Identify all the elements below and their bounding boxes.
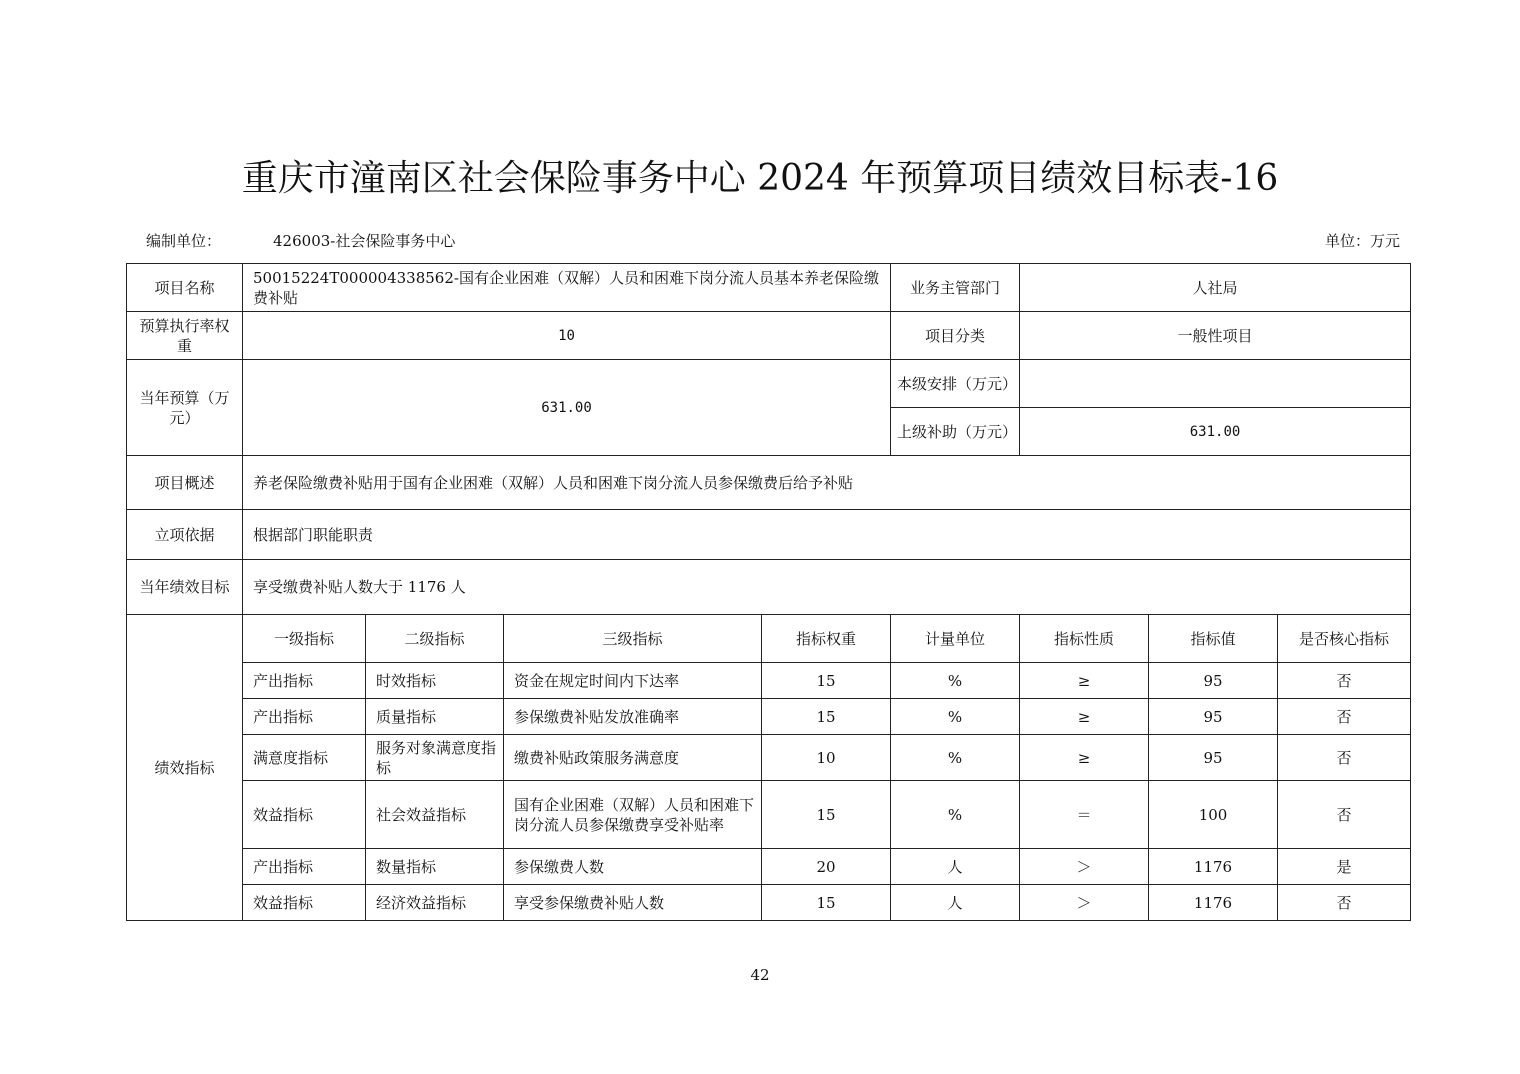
header-cell: 计量单位 bbox=[891, 615, 1020, 663]
header-cell: 指标权重 bbox=[762, 615, 891, 663]
table-cell: 95 bbox=[1149, 735, 1278, 781]
table-cell: 国有企业困难（双解）人员和困难下岗分流人员参保缴费享受补贴率 bbox=[504, 781, 762, 849]
table-cell: 1176 bbox=[1149, 885, 1278, 921]
table-row bbox=[127, 885, 1411, 921]
weight-label: 预算执行率权重 bbox=[127, 312, 243, 360]
table-cell: 享受参保缴费补贴人数 bbox=[504, 885, 762, 921]
header-cell: 指标值 bbox=[1149, 615, 1278, 663]
table-cell: 15 bbox=[762, 885, 891, 921]
table-cell: 社会效益指标 bbox=[366, 781, 504, 849]
header-cell: 三级指标 bbox=[504, 615, 762, 663]
table-cell: ＞ bbox=[1020, 885, 1149, 921]
table-cell: 满意度指标 bbox=[243, 735, 366, 781]
table-cell: 否 bbox=[1278, 699, 1411, 735]
org-label: 编制单位： bbox=[146, 232, 222, 250]
upper-value: 631.00 bbox=[1020, 408, 1411, 456]
table-cell: 否 bbox=[1278, 885, 1411, 921]
table-cell: 15 bbox=[762, 781, 891, 849]
table-row bbox=[127, 849, 1411, 885]
budget-label: 当年预算（万元） bbox=[127, 360, 243, 456]
table-row bbox=[127, 735, 1411, 781]
table-cell: 15 bbox=[762, 699, 891, 735]
dept-label: 业务主管部门 bbox=[891, 264, 1020, 312]
table-cell: 参保缴费人数 bbox=[504, 849, 762, 885]
table-row bbox=[127, 781, 1411, 849]
table-cell: 否 bbox=[1278, 735, 1411, 781]
table-row bbox=[127, 360, 1411, 408]
table-cell: ≥ bbox=[1020, 699, 1149, 735]
table-row bbox=[127, 312, 1411, 360]
table-cell: 1176 bbox=[1149, 849, 1278, 885]
header-cell: 二级指标 bbox=[366, 615, 504, 663]
table-cell: 否 bbox=[1278, 663, 1411, 699]
local-value bbox=[1020, 360, 1411, 408]
table-cell: 参保缴费补贴发放准确率 bbox=[504, 699, 762, 735]
page-number: 42 bbox=[750, 966, 770, 984]
table-cell: 时效指标 bbox=[366, 663, 504, 699]
header-cell: 是否核心指标 bbox=[1278, 615, 1411, 663]
table-cell: 质量指标 bbox=[366, 699, 504, 735]
local-label: 本级安排（万元） bbox=[891, 360, 1020, 408]
table-cell: ≥ bbox=[1020, 663, 1149, 699]
unit-label: 单位：万元 bbox=[1324, 232, 1400, 250]
goal-label: 当年绩效目标 bbox=[127, 560, 243, 615]
perf-label: 绩效指标 bbox=[127, 615, 243, 921]
table-cell: 经济效益指标 bbox=[366, 885, 504, 921]
table-cell: 20 bbox=[762, 849, 891, 885]
table-cell: 15 bbox=[762, 663, 891, 699]
table-cell: 是 bbox=[1278, 849, 1411, 885]
dept-value: 人社局 bbox=[1020, 264, 1411, 312]
table-cell: 产出指标 bbox=[243, 663, 366, 699]
basis-value: 根据部门职能职责 bbox=[243, 510, 1411, 560]
table-cell: 缴费补贴政策服务满意度 bbox=[504, 735, 762, 781]
table-cell: 效益指标 bbox=[243, 781, 366, 849]
header-cell: 一级指标 bbox=[243, 615, 366, 663]
budget-value: 631.00 bbox=[243, 360, 891, 456]
goal-value: 享受缴费补贴人数大于 1176 人 bbox=[243, 560, 1411, 615]
table-cell: 人 bbox=[891, 849, 1020, 885]
table-cell: 资金在规定时间内下达率 bbox=[504, 663, 762, 699]
table-cell: 产出指标 bbox=[243, 699, 366, 735]
table-cell: 100 bbox=[1149, 781, 1278, 849]
weight-value: 10 bbox=[243, 312, 891, 360]
table-cell: % bbox=[891, 663, 1020, 699]
table-cell: % bbox=[891, 735, 1020, 781]
table-cell: 人 bbox=[891, 885, 1020, 921]
overview-label: 项目概述 bbox=[127, 456, 243, 510]
table-cell: 否 bbox=[1278, 781, 1411, 849]
table-cell: 95 bbox=[1149, 699, 1278, 735]
table-cell: 产出指标 bbox=[243, 849, 366, 885]
table-row bbox=[127, 663, 1411, 699]
overview-value: 养老保险缴费补贴用于国有企业困难（双解）人员和困难下岗分流人员参保缴费后给予补贴 bbox=[243, 456, 1411, 510]
org-info bbox=[146, 230, 455, 251]
table-row bbox=[127, 560, 1411, 615]
table-row bbox=[127, 615, 1411, 663]
upper-label: 上级补助（万元） bbox=[891, 408, 1020, 456]
table-cell: ＞ bbox=[1020, 849, 1149, 885]
basis-label: 立项依据 bbox=[127, 510, 243, 560]
table-cell: 效益指标 bbox=[243, 885, 366, 921]
table-cell: 95 bbox=[1149, 663, 1278, 699]
table-row bbox=[127, 699, 1411, 735]
table-cell: % bbox=[891, 699, 1020, 735]
table-row bbox=[127, 510, 1411, 560]
table-cell: ≥ bbox=[1020, 735, 1149, 781]
table-cell: 服务对象满意度指标 bbox=[366, 735, 504, 781]
table-cell: 10 bbox=[762, 735, 891, 781]
project-name-label: 项目名称 bbox=[127, 264, 243, 312]
category-value: 一般性项目 bbox=[1020, 312, 1411, 360]
page-title: 重庆市潼南区社会保险事务中心 2024 年预算项目绩效目标表-16 bbox=[241, 158, 1279, 199]
header-cell: 指标性质 bbox=[1020, 615, 1149, 663]
performance-table bbox=[126, 263, 1411, 921]
table-row bbox=[127, 456, 1411, 510]
table-row bbox=[127, 264, 1411, 312]
table-cell: 数量指标 bbox=[366, 849, 504, 885]
table-cell: % bbox=[891, 781, 1020, 849]
category-label: 项目分类 bbox=[891, 312, 1020, 360]
project-name-value: 50015224T000004338562-国有企业困难（双解）人员和困难下岗分流人员基本养老保险缴费补贴 bbox=[243, 264, 891, 312]
org-value: 426003-社会保险事务中心 bbox=[273, 232, 456, 250]
table-cell: ＝ bbox=[1020, 781, 1149, 849]
